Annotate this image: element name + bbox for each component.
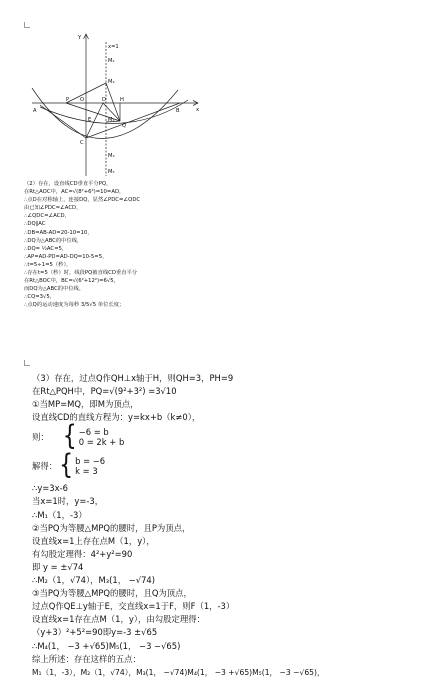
part3-line: ∴y=3x-6 bbox=[32, 483, 68, 494]
label-M3: M₃ bbox=[108, 153, 115, 159]
system-body bbox=[75, 456, 105, 476]
part2-line: ∴点D在对称轴上，连接DQ，显然∠PDC=∠QDC bbox=[24, 197, 141, 204]
part2-line: （2）存在，设直线CD垂直平分PQ， bbox=[24, 181, 112, 187]
equation-system bbox=[32, 421, 442, 453]
label-H: H bbox=[120, 97, 124, 103]
label-A: A bbox=[33, 108, 37, 114]
system-body bbox=[79, 427, 125, 447]
part2-line: ∴点Q的运动速度为每秒 3/5√5 单位长度； bbox=[24, 302, 125, 309]
system-label: 解得： bbox=[32, 460, 58, 471]
part3-line: 即 y = ±√74 bbox=[32, 561, 84, 572]
part2-line: 在Rt△AOC中，AC=√(8²+6²)=10=AD， bbox=[24, 189, 125, 196]
part3-line: 在Rt△PQH中，PQ=√(9²+3²) =3√10 bbox=[32, 386, 177, 397]
label-D: D bbox=[102, 97, 106, 103]
label-M4: M₄ bbox=[108, 79, 115, 85]
part3-line: 设直线CD的直线方程为：y=kx+b（k≠0）， bbox=[32, 412, 201, 423]
part2-line: 而DQ为△ABC的中位线， bbox=[24, 286, 85, 293]
equation-row: −6 = b bbox=[78, 427, 109, 438]
part3-line: ②当PQ为等腰△MPQ的腰时，且P为顶点， bbox=[32, 522, 191, 533]
part3-line: 过点Q作QE⊥y轴于E，交直线x=1于F，则F（1，-3） bbox=[32, 601, 235, 612]
part2-line: ∴AP=AD-PD=AD-DQ=10-5=5， bbox=[24, 253, 108, 260]
part3-line: ∴M₄(1， −3 +√65)M₅(1， −3 −√65) bbox=[32, 640, 181, 651]
label-O: O bbox=[80, 97, 85, 103]
part2-line: 由已知∠PDC=∠ACD， bbox=[24, 205, 82, 212]
label-y-axis: Y bbox=[78, 35, 82, 41]
part2-line: ∴DQ为△ABC的中位线， bbox=[24, 237, 83, 244]
part2-line: ∴DB=AB-AD=20-10=10， bbox=[24, 229, 93, 236]
part2-line: ∴存在t=5（秒）时，线段PQ被直线CD垂直平分 bbox=[24, 270, 138, 277]
solution-system bbox=[32, 450, 442, 482]
segment-QM bbox=[106, 83, 120, 121]
label-x-axis: x bbox=[196, 107, 200, 113]
system-label: 则： bbox=[32, 431, 49, 442]
label-Q: Q bbox=[122, 123, 127, 129]
part3-line: M₁（1，-3），M₂（1，√74），M₃(1， −√74)M₄(1， −3 +√65)M₅(1， −3 −√65)， bbox=[32, 667, 325, 677]
part2-line: ∴t=5÷1=5（秒）， bbox=[24, 261, 72, 268]
part3-line: （3）存在，过点Q作QH⊥x轴于H，则QH=3，PH=9 bbox=[32, 373, 234, 383]
part3-line: 设直线x=1上存在点M（1，y）， bbox=[32, 535, 155, 546]
equation-row: k = 3 bbox=[75, 466, 98, 477]
solution-part-3 bbox=[32, 372, 442, 679]
part3-line: 设直线x=1存在点M（1，y），由勾股定理得： bbox=[32, 614, 205, 625]
left-brace: { bbox=[62, 421, 77, 453]
label-E: E bbox=[88, 117, 92, 123]
label-B: B bbox=[176, 108, 180, 114]
label-x1: x=1 bbox=[108, 44, 119, 50]
label-M2: M₂ bbox=[108, 58, 115, 64]
part2-line: 在Rt△BOC中，BC=√(6²+12²)=6√5， bbox=[24, 278, 119, 285]
label-M5: M₅ bbox=[108, 169, 115, 175]
segment-AC bbox=[40, 105, 86, 138]
part3-line: 综上所述：存在这样的五点： bbox=[32, 653, 141, 664]
geometry-figure bbox=[28, 28, 208, 178]
part3-line: ③当PQ为等腰△MPQ的腰时，且Q为顶点， bbox=[32, 588, 192, 599]
part3-line: ∴M₂（1，√74），M₃(1， −√74) bbox=[32, 575, 156, 586]
part2-line: ∴CQ=3√5， bbox=[24, 294, 56, 301]
solution-part-2 bbox=[24, 180, 224, 310]
part3-line: ①当MP=MQ，即M为顶点， bbox=[32, 399, 139, 410]
equation-row: 0 = 2k + b bbox=[78, 437, 125, 448]
label-C: C bbox=[80, 140, 84, 146]
part3-line: （y+3）²+5²=90即y=-3 ±√65 bbox=[32, 627, 158, 638]
equation-row: b = −6 bbox=[75, 456, 106, 467]
corner-mark-middle bbox=[24, 360, 30, 366]
left-brace: { bbox=[59, 450, 74, 482]
part3-line: 有勾股定理得：4²+y²=90 bbox=[32, 548, 133, 559]
part3-line: 当x=1时，y=-3， bbox=[32, 496, 104, 507]
label-P: P bbox=[66, 97, 70, 103]
part2-line: ∴DQ∥AC bbox=[24, 221, 46, 228]
part3-line: ∴M₁（1，-3） bbox=[32, 509, 87, 520]
part2-line: ∴DQ= ½AC=5， bbox=[24, 245, 68, 252]
label-M1: M₁ bbox=[108, 117, 115, 123]
part2-line: ∴∠QDC=∠ACD， bbox=[24, 213, 70, 220]
